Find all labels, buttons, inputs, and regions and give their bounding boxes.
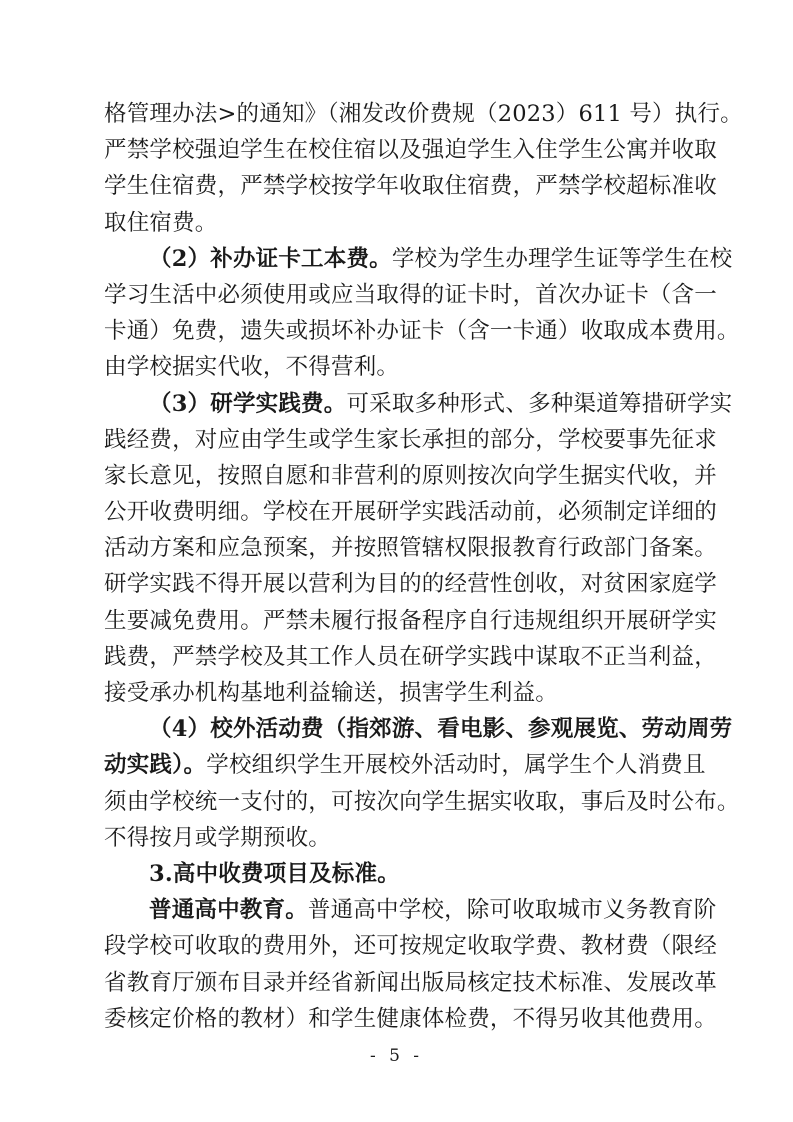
line-bold-text: 动实践）。 bbox=[104, 752, 207, 779]
body-line bbox=[104, 566, 717, 602]
body-line bbox=[104, 675, 689, 711]
line-text: 段学校可收取的费用外，还可按规定收取学费、教材费（限经 bbox=[104, 933, 717, 960]
line-text: 普通高中学校，除可收取城市义务教育阶 bbox=[307, 897, 717, 924]
body-line bbox=[104, 132, 717, 168]
line-text: 委核定价格的教材）和学生健康体检费，不得另收其他费用。 bbox=[104, 1005, 717, 1032]
line-text: 研学实践不得开展以营利为目的的经营性创收，对贫困家庭学 bbox=[104, 571, 717, 598]
body-line bbox=[104, 965, 717, 1001]
page-number: - 5 - bbox=[369, 1046, 424, 1066]
paragraph-start-line bbox=[104, 711, 733, 747]
body-line bbox=[104, 784, 740, 820]
paragraph-start-line bbox=[104, 386, 733, 422]
line-text: 接受承办机构基地利益输送，损害学生利益。 bbox=[104, 680, 559, 706]
line-text: 由学校据实代收，不得营利。 bbox=[104, 354, 400, 381]
line-bold-text: 3.高中收费项目及标准。 bbox=[149, 860, 400, 887]
paragraph-start-line bbox=[104, 892, 717, 928]
body-line bbox=[104, 928, 717, 964]
line-text: 学习生活中必须使用或应当取得的证卡时，首次办证卡（含一 bbox=[104, 281, 717, 308]
body-line bbox=[104, 820, 689, 856]
line-text: 省教育厅颁布目录并经省新闻出版局核定技术标准、发展改革 bbox=[104, 969, 717, 996]
line-text: 须由学校统一支付的，可按次向学生据实收取，事后及时公布。 bbox=[104, 788, 740, 815]
line-text: 公开收费明细。学校在开展研学实践活动前，必须制定详细的 bbox=[104, 499, 717, 526]
body-line bbox=[104, 205, 689, 241]
body-line bbox=[104, 96, 743, 132]
body-line bbox=[104, 530, 717, 566]
line-text: 取住宿费。 bbox=[104, 209, 218, 236]
line-text: 生要减免费用。严禁未履行报备程序自行违规组织开展研学实 bbox=[104, 607, 717, 634]
line-text: 严禁学校强迫学生在校住宿以及强迫学生入住学生公寓并收取 bbox=[104, 137, 717, 164]
line-text: 学校为学生办理学生证等学生在校 bbox=[391, 245, 733, 272]
body-line bbox=[104, 168, 717, 204]
line-bold-text: 普通高中教育。 bbox=[149, 897, 308, 924]
line-text: 家长意见，按照自愿和非营利的原则按次向学生据实代收，并 bbox=[104, 462, 717, 489]
body-line bbox=[104, 422, 717, 458]
line-text: 卡通）免费，遗失或损坏补办证卡（含一卡通）收取成本费用。 bbox=[104, 318, 740, 345]
line-text: 可采取多种形式、多种渠道筹措研学实 bbox=[346, 390, 733, 417]
body-line bbox=[104, 277, 717, 313]
body-line bbox=[104, 603, 717, 639]
line-bold-text: （2）补办证卡工本费。 bbox=[149, 245, 392, 272]
line-text: 学生住宿费，严禁学校按学年收取住宿费，严禁学校超标准收 bbox=[104, 173, 717, 200]
line-text: 活动方案和应急预案，并按照管辖权限报教育行政部门备案。 bbox=[104, 535, 717, 562]
line-text: 不得按月或学期预收。 bbox=[104, 824, 332, 851]
body-line bbox=[104, 349, 689, 385]
line-bold-text: （3）研学实践费。 bbox=[149, 390, 347, 417]
line-text: 格管理办法>的通知》（湘发改价费规（2023）611 号）执行。 bbox=[104, 101, 743, 127]
body-line bbox=[104, 313, 740, 349]
line-text: 践经费，对应由学生或学生家长承担的部分，学校要事先征求 bbox=[104, 426, 717, 453]
section-heading bbox=[104, 856, 689, 892]
line-text: 学校组织学生开展校外活动时，属学生个人消费且 bbox=[206, 752, 706, 779]
line-bold-text: （4）校外活动费（指郊游、看电影、参观展览、劳动周劳 bbox=[149, 716, 733, 743]
body-line bbox=[104, 747, 706, 783]
line-text: 践费，严禁学校及其工作人员在研学实践中谋取不正当利益， bbox=[104, 643, 717, 670]
body-line bbox=[104, 639, 717, 675]
body-line bbox=[104, 494, 717, 530]
body-line bbox=[104, 1001, 717, 1037]
body-line bbox=[104, 458, 717, 494]
paragraph-start-line bbox=[104, 241, 733, 277]
